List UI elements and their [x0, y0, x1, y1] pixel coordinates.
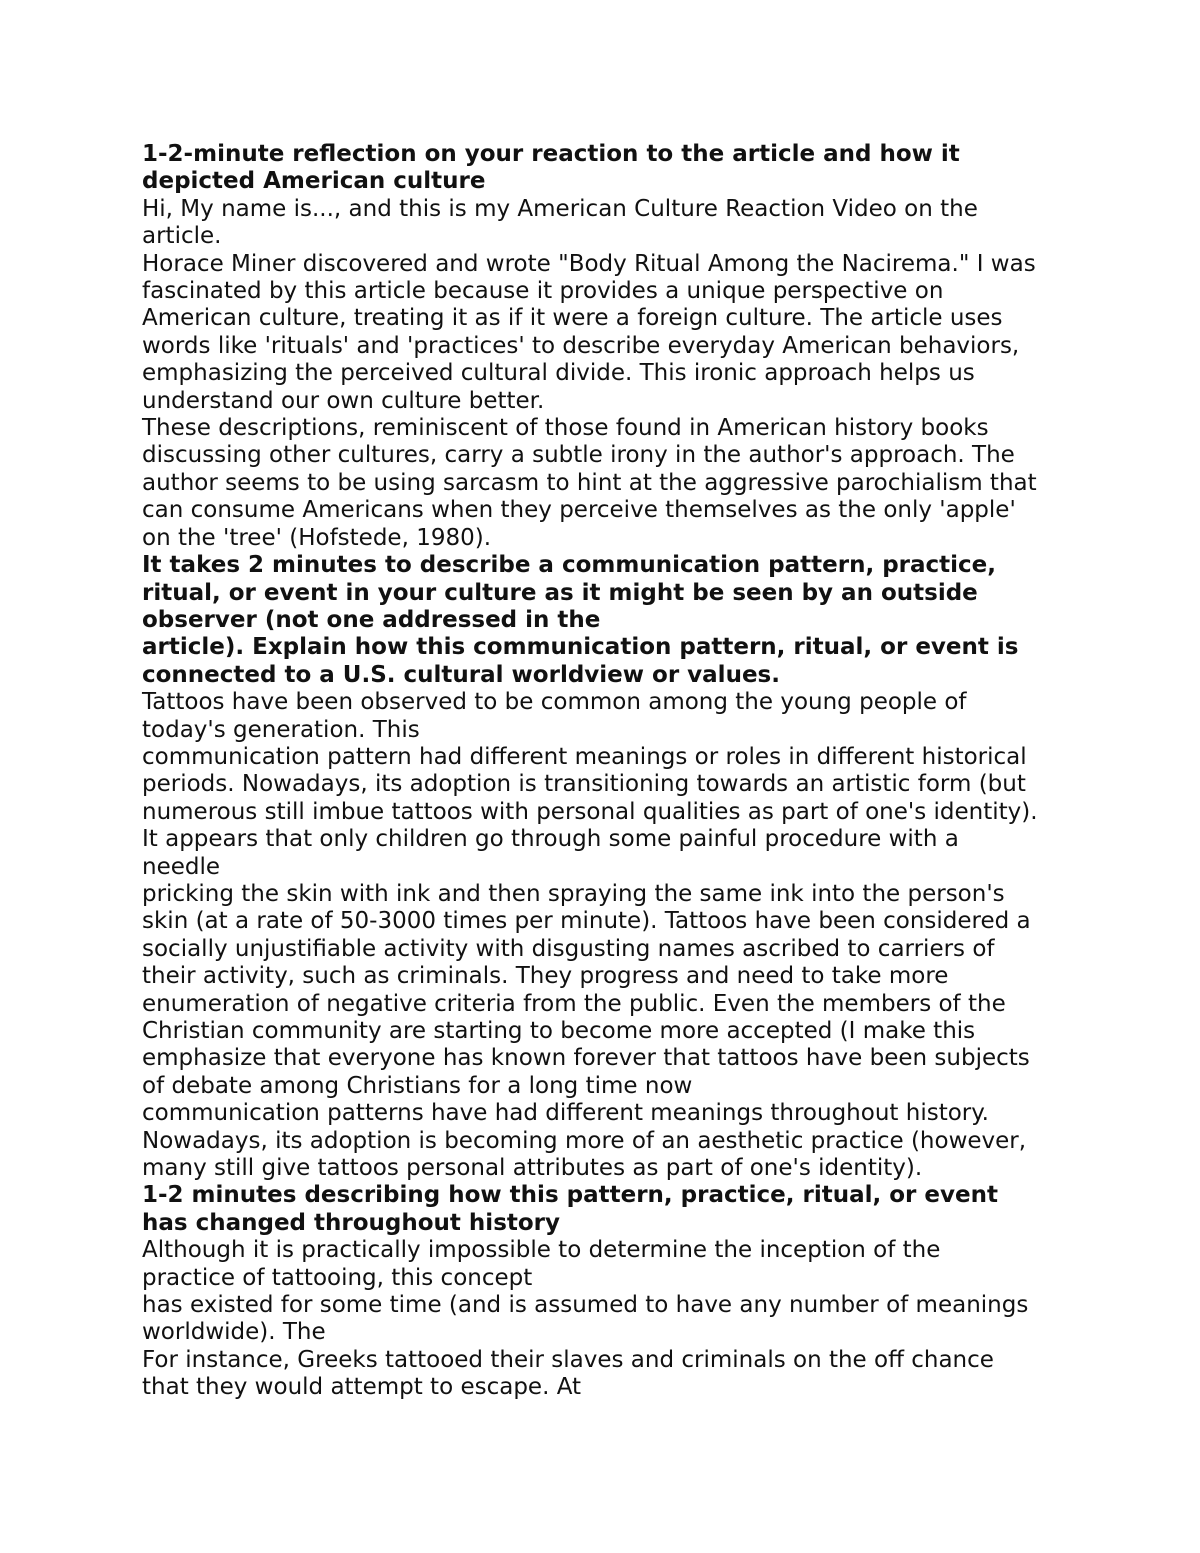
text-line: practice of tattooing, this concept	[142, 1264, 533, 1291]
text-line: American culture, treating it as if it were a foreign culture. The article uses	[142, 305, 1003, 332]
text-line: pricking the skin with ink and then spraying the same ink into the person's	[142, 880, 1005, 907]
heading-line: observer (not one addressed in the	[142, 606, 601, 633]
text-line: For instance, Greeks tattooed their slaves and criminals on the off chance	[142, 1346, 994, 1373]
text-line: These descriptions, reminiscent of those found in American history books	[142, 415, 989, 442]
text-line: needle	[142, 853, 221, 880]
text-line: worldwide). The	[142, 1319, 326, 1346]
text-line: today's generation. This	[142, 716, 420, 743]
text-line: enumeration of negative criteria from the public. Even the members of the	[142, 990, 1006, 1017]
text-line: that they would attempt to escape. At	[142, 1374, 582, 1401]
text-line: understand our own culture better.	[142, 387, 545, 414]
heading-line: ritual, or event in your culture as it might be seen by an outside	[142, 579, 978, 606]
heading-line: has changed throughout history	[142, 1209, 561, 1236]
text-line: periods. Nowadays, its adoption is transitioning towards an artistic form (but	[142, 771, 1026, 798]
text-line: Although it is practically impossible to determine the inception of the	[142, 1237, 941, 1264]
text-line: can consume Americans when they perceive themselves as the only 'apple'	[142, 497, 1016, 524]
text-line: their activity, such as criminals. They progress and need to take more	[142, 963, 949, 990]
text-line: emphasize that everyone has known forever that tattoos have been subjects	[142, 1045, 1030, 1072]
heading-line: depicted American culture	[142, 168, 486, 195]
text-line: socially unjustifiable activity with disgusting names ascribed to carriers of	[142, 935, 995, 962]
text-line: Tattoos have been observed to be common among the young people of	[142, 689, 967, 716]
heading-line: It takes 2 minutes to describe a communication pattern, practice,	[142, 552, 997, 579]
text-line: on the 'tree' (Hofstede, 1980).	[142, 524, 492, 551]
heading-line: connected to a U.S. cultural worldview or values.	[142, 661, 780, 688]
text-line: Horace Miner discovered and wrote "Body Ritual Among the Nacirema." I was	[142, 250, 1036, 277]
text-line: It appears that only children go through some painful procedure with a	[142, 826, 959, 853]
text-line: has existed for some time (and is assumed to have any number of meanings	[142, 1292, 1029, 1319]
text-line: discussing other cultures, carry a subtle irony in the author's approach. The	[142, 442, 1015, 469]
text-line: communication pattern had different meanings or roles in different historical	[142, 743, 1027, 770]
text-line: of debate among Christians for a long time now	[142, 1072, 693, 1099]
text-line: Hi, My name is..., and this is my American Culture Reaction Video on the	[142, 195, 978, 222]
text-line: words like 'rituals' and 'practices' to describe everyday American behaviors,	[142, 332, 1020, 359]
heading-line: 1-2-minute reflection on your reaction to the article and how it	[142, 141, 960, 167]
text-line: fascinated by this article because it provides a unique perspective on	[142, 278, 944, 305]
text-line: many still give tattoos personal attributes as part of one's identity).	[142, 1155, 923, 1182]
heading-line: 1-2 minutes describing how this pattern, practice, ritual, or event	[142, 1182, 998, 1209]
text-line: skin (at a rate of 50-3000 times per minute). Tattoos have been considered a	[142, 908, 1031, 935]
document-body	[142, 141, 1072, 1402]
text-line: numerous still imbue tattoos with personal qualities as part of one's identity).	[142, 798, 1038, 825]
text-line: author seems to be using sarcasm to hint at the aggressive parochialism that	[142, 469, 1037, 496]
text-line: Nowadays, its adoption is becoming more of an aesthetic practice (however,	[142, 1127, 1027, 1154]
text-line: article.	[142, 223, 222, 250]
text-line: emphasizing the perceived cultural divide. This ironic approach helps us	[142, 360, 975, 387]
text-line: Christian community are starting to become more accepted (I make this	[142, 1018, 976, 1044]
heading-line: article). Explain how this communication pattern, ritual, or event is	[142, 634, 1019, 661]
text-line: communication patterns have had different meanings throughout history.	[142, 1100, 989, 1127]
